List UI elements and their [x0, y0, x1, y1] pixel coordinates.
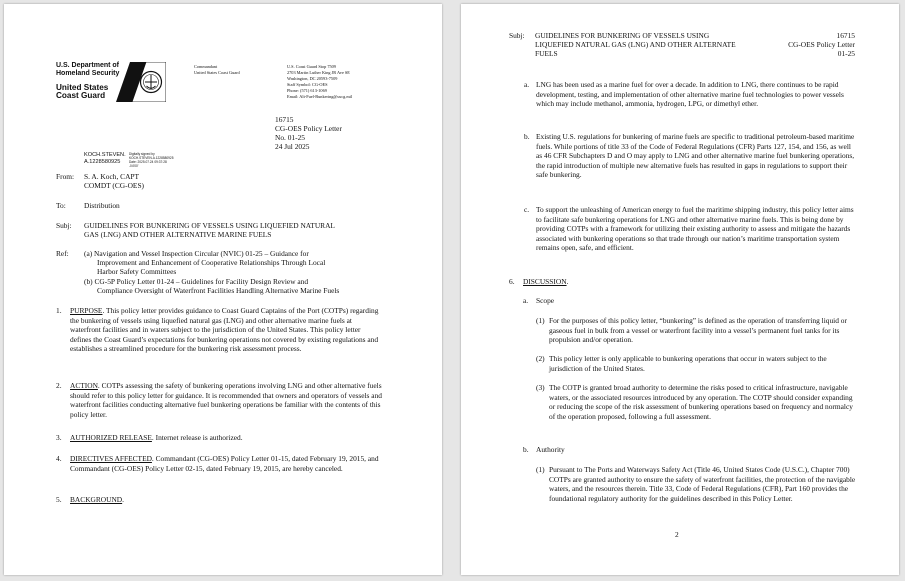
authority-item-1: Pursuant to The Ports and Waterways Safety Act (Title 46, United States Code (U.S.C.), Chapter 700) COTPs are granted authority to ensure the safety of waterfront facilities, the protection of the navigable waters, and the resources therein. Title 33, Code of Federal Regulations (CFR), Part 160 provides the foundational regulatory authority for the guidelines described in this Policy Letter.	[549, 465, 856, 503]
authorized-release-text: . Internet release is authorized.	[151, 433, 243, 442]
authority-heading: Authority	[536, 445, 565, 454]
action-text: . COTPs assessing the safety of bunkering operations involving LNG and other alternative fuels should refer to this policy letter for guidance. It is recommended that owners and operators of vessels and waterfront facilities conducting alternative fuel bunkering operations be familiar with the contents of this policy letter.	[70, 381, 382, 419]
subject-line: FUELS	[535, 49, 558, 58]
discussion-heading: DISCUSSION	[523, 277, 567, 286]
ssic-number: 16715	[275, 115, 294, 124]
ssic-number: 16715	[836, 31, 855, 40]
subject-line: GUIDELINES FOR BUNKERING OF VESSELS USING LIQUEFIED NATURAL	[84, 221, 335, 230]
purpose-paragraph	[70, 306, 382, 354]
scope-item-2: This policy letter is only applicable to bunkering operations that occur in waters subject to the jurisdiction of the United States.	[549, 354, 827, 373]
signature-detail: Date: 2025.07.24 09:37:28	[129, 160, 167, 164]
background-text: .	[122, 495, 125, 504]
item-label: a.	[523, 296, 529, 305]
coast-guard-line1: United States	[56, 83, 109, 92]
purpose-text: . This policy letter provides guidance to Coast Guard Captains of the Port (COTPs) regarding the bunkering of vessels using liquefied natural gas (LNG) and other alternative marine fuels at waterfront facilities and in waters subject to the jurisdiction of the United States. This policy letter defines the Coast Guard’s expectations for bunkering operations not covered by existing regulations and establishes a streamlined procedure for the bunkering risk assessment process.	[70, 306, 379, 354]
purpose-heading: PURPOSE	[70, 306, 103, 315]
section-number: 5.	[56, 495, 62, 504]
document-page-2	[461, 4, 899, 575]
coast-guard-line2: Coast Guard	[56, 91, 106, 100]
item-label: (1)	[536, 465, 545, 474]
subject-label: Subj:	[509, 31, 525, 40]
authorized-release-heading: AUTHORIZED RELEASE	[70, 433, 152, 442]
scope-item-1: For the purposes of this policy letter, “bunkering” is defined as the operation of transferring liquid or gaseous fuel in bulk from a vessel or waterfront facility into a vessel’s permanent fuel tanks for its propulsion and/or operation.	[549, 316, 847, 345]
reference-label: Ref:	[56, 249, 69, 258]
address-line: Phone: (571) 613-1069	[287, 88, 327, 93]
reference-a: Improvement and Enhancement of Cooperative Relationships Through Local	[97, 258, 326, 267]
reference-a: (a) Navigation and Vessel Inspection Circular (NVIC) 01-25 – Guidance for	[84, 249, 309, 258]
authorized-release-paragraph	[70, 433, 382, 443]
signature-detail: KOCH.STEVEN.A.1228580925	[129, 156, 174, 160]
action-heading: ACTION	[70, 381, 98, 390]
scope-heading: Scope	[536, 296, 555, 305]
signature-detail: Digitally signed by	[129, 152, 155, 156]
policy-letter-date: 24 Jul 2025	[275, 142, 310, 151]
from-office: COMDT (CG-OES)	[84, 181, 145, 190]
to-value: Distribution	[84, 201, 120, 210]
item-label: b.	[524, 132, 530, 141]
background-item-c: To support the unleashing of American energy to fuel the maritime shipping industry, this policy letter aims to facilitate safe bunkering operations for LNG and other alternative marine fuels. This is being done by providing COTPs with a framework for utilizing their existing authority to assess and mitigate the hazards associated with bunkering operations so that trade through our nation’s maritime transportation system remains open, safe, and efficient.	[536, 205, 854, 253]
discussion-heading-line	[523, 277, 568, 287]
section-number: 2.	[56, 381, 62, 390]
directives-affected-heading: DIRECTIVES AFFECTED	[70, 454, 152, 463]
subject-line: LIQUEFIED NATURAL GAS (LNG) AND OTHER ALTERNATE	[535, 40, 736, 49]
signature-name-line2: A.1228580925	[84, 159, 121, 165]
subject-label: Subj:	[56, 221, 72, 230]
background-item-a: LNG has been used as a marine fuel for over a decade. In addition to LNG, there continues to be rapid development, testing, and implementation of other alternative marine fuel technologies to power vessels which may include methanol, ammonia, hydrogen, LPG, or dimethyl ether.	[536, 80, 844, 109]
signature-name-line1: KOCH.STEVEN.	[84, 152, 126, 158]
background-paragraph	[70, 495, 382, 505]
item-label: (3)	[536, 383, 545, 392]
from-label: From:	[56, 172, 75, 181]
policy-letter-number: 01-25	[837, 49, 855, 58]
dept-name-line2: Homeland Security	[56, 70, 120, 77]
item-label: b.	[523, 445, 529, 454]
address-line: Staff Symbol: CG-OES	[287, 82, 328, 87]
section-number: 6.	[509, 277, 515, 286]
address-line: Washington, DC 20593-7509	[287, 76, 338, 81]
scope-item-3: The COTP is granted broad authority to determine the risks posed to critical infrastructure, navigable waters, or the associated resources introduced by any operation. The COTP should consider expanding or reducing the scope of the risk assessment of bunkering operations based on frequency and normalcy of the operation proposed, following a full assessment.	[549, 383, 853, 421]
discussion-heading-dot: .	[566, 277, 569, 286]
to-label: To:	[56, 201, 66, 210]
section-number: 1.	[56, 306, 62, 315]
item-label: (2)	[536, 354, 545, 363]
dept-name-line1: U.S. Department of	[56, 62, 120, 69]
page-number: 2	[675, 530, 679, 539]
item-label: a.	[524, 80, 530, 89]
item-label: (1)	[536, 316, 545, 325]
reference-a: Harbor Safety Committees	[97, 267, 177, 276]
section-number: 4.	[56, 454, 62, 463]
directives-affected-paragraph	[70, 454, 382, 473]
directives-affected-text: . Commandant (CG-OES) Policy Letter 01-15, dated February 19, 2015, and Commandant (CG-OES) Policy Letter 02-15, dated February 19, 2015, are hereby canceled.	[70, 454, 379, 473]
item-label: c.	[524, 205, 530, 214]
address-line: 2703 Martin Luther King JR Ave SE	[287, 70, 350, 75]
reference-b: Compliance Oversight of Waterfront Facilities Handling Alternative Marine Fuels	[97, 286, 340, 295]
document-page-1	[4, 4, 442, 575]
action-paragraph	[70, 381, 382, 419]
policy-letter-number: No. 01-25	[275, 133, 305, 142]
subject-line: GAS (LNG) AND OTHER ALTERNATIVE MARINE FUELS	[84, 230, 272, 239]
commandant-org: United States Coast Guard	[194, 69, 240, 75]
policy-letter-label: CG-OES Policy Letter	[788, 40, 855, 49]
commandant-label: Commandant	[194, 64, 218, 69]
signature-detail: -04'00'	[129, 164, 139, 168]
policy-letter-label: CG-OES Policy Letter	[275, 124, 342, 133]
background-item-b: Existing U.S. regulations for bunkering of marine fuels are specific to traditional petroleum-based maritime fuels. While portions of title 33 of the Code of Federal Regulations (CFR) Parts 127, 154, and 156, as well as 46 CFR Subchapters D and O may apply to LNG and other alternative marine fuel bunkering operations, the rapid introduction of multiple new alternative fuels has resulted in gaps in regulations to support their safe bunkering.	[536, 132, 855, 180]
subject-line: GUIDELINES FOR BUNKERING OF VESSELS USING	[535, 31, 710, 40]
address-line: U.S. Coast Guard Stop 7509	[287, 64, 336, 69]
section-number: 3.	[56, 433, 62, 442]
address-email: Email: Alt-Fuel-Bunkering@uscg.mil	[287, 94, 353, 99]
from-name: S. A. Koch, CAPT	[84, 172, 140, 181]
reference-b: (b) CG-5P Policy Letter 01-24 – Guidelines for Facility Design Review and	[84, 277, 309, 286]
background-heading: BACKGROUND	[70, 495, 123, 504]
coast-guard-emblem-icon	[116, 62, 166, 102]
